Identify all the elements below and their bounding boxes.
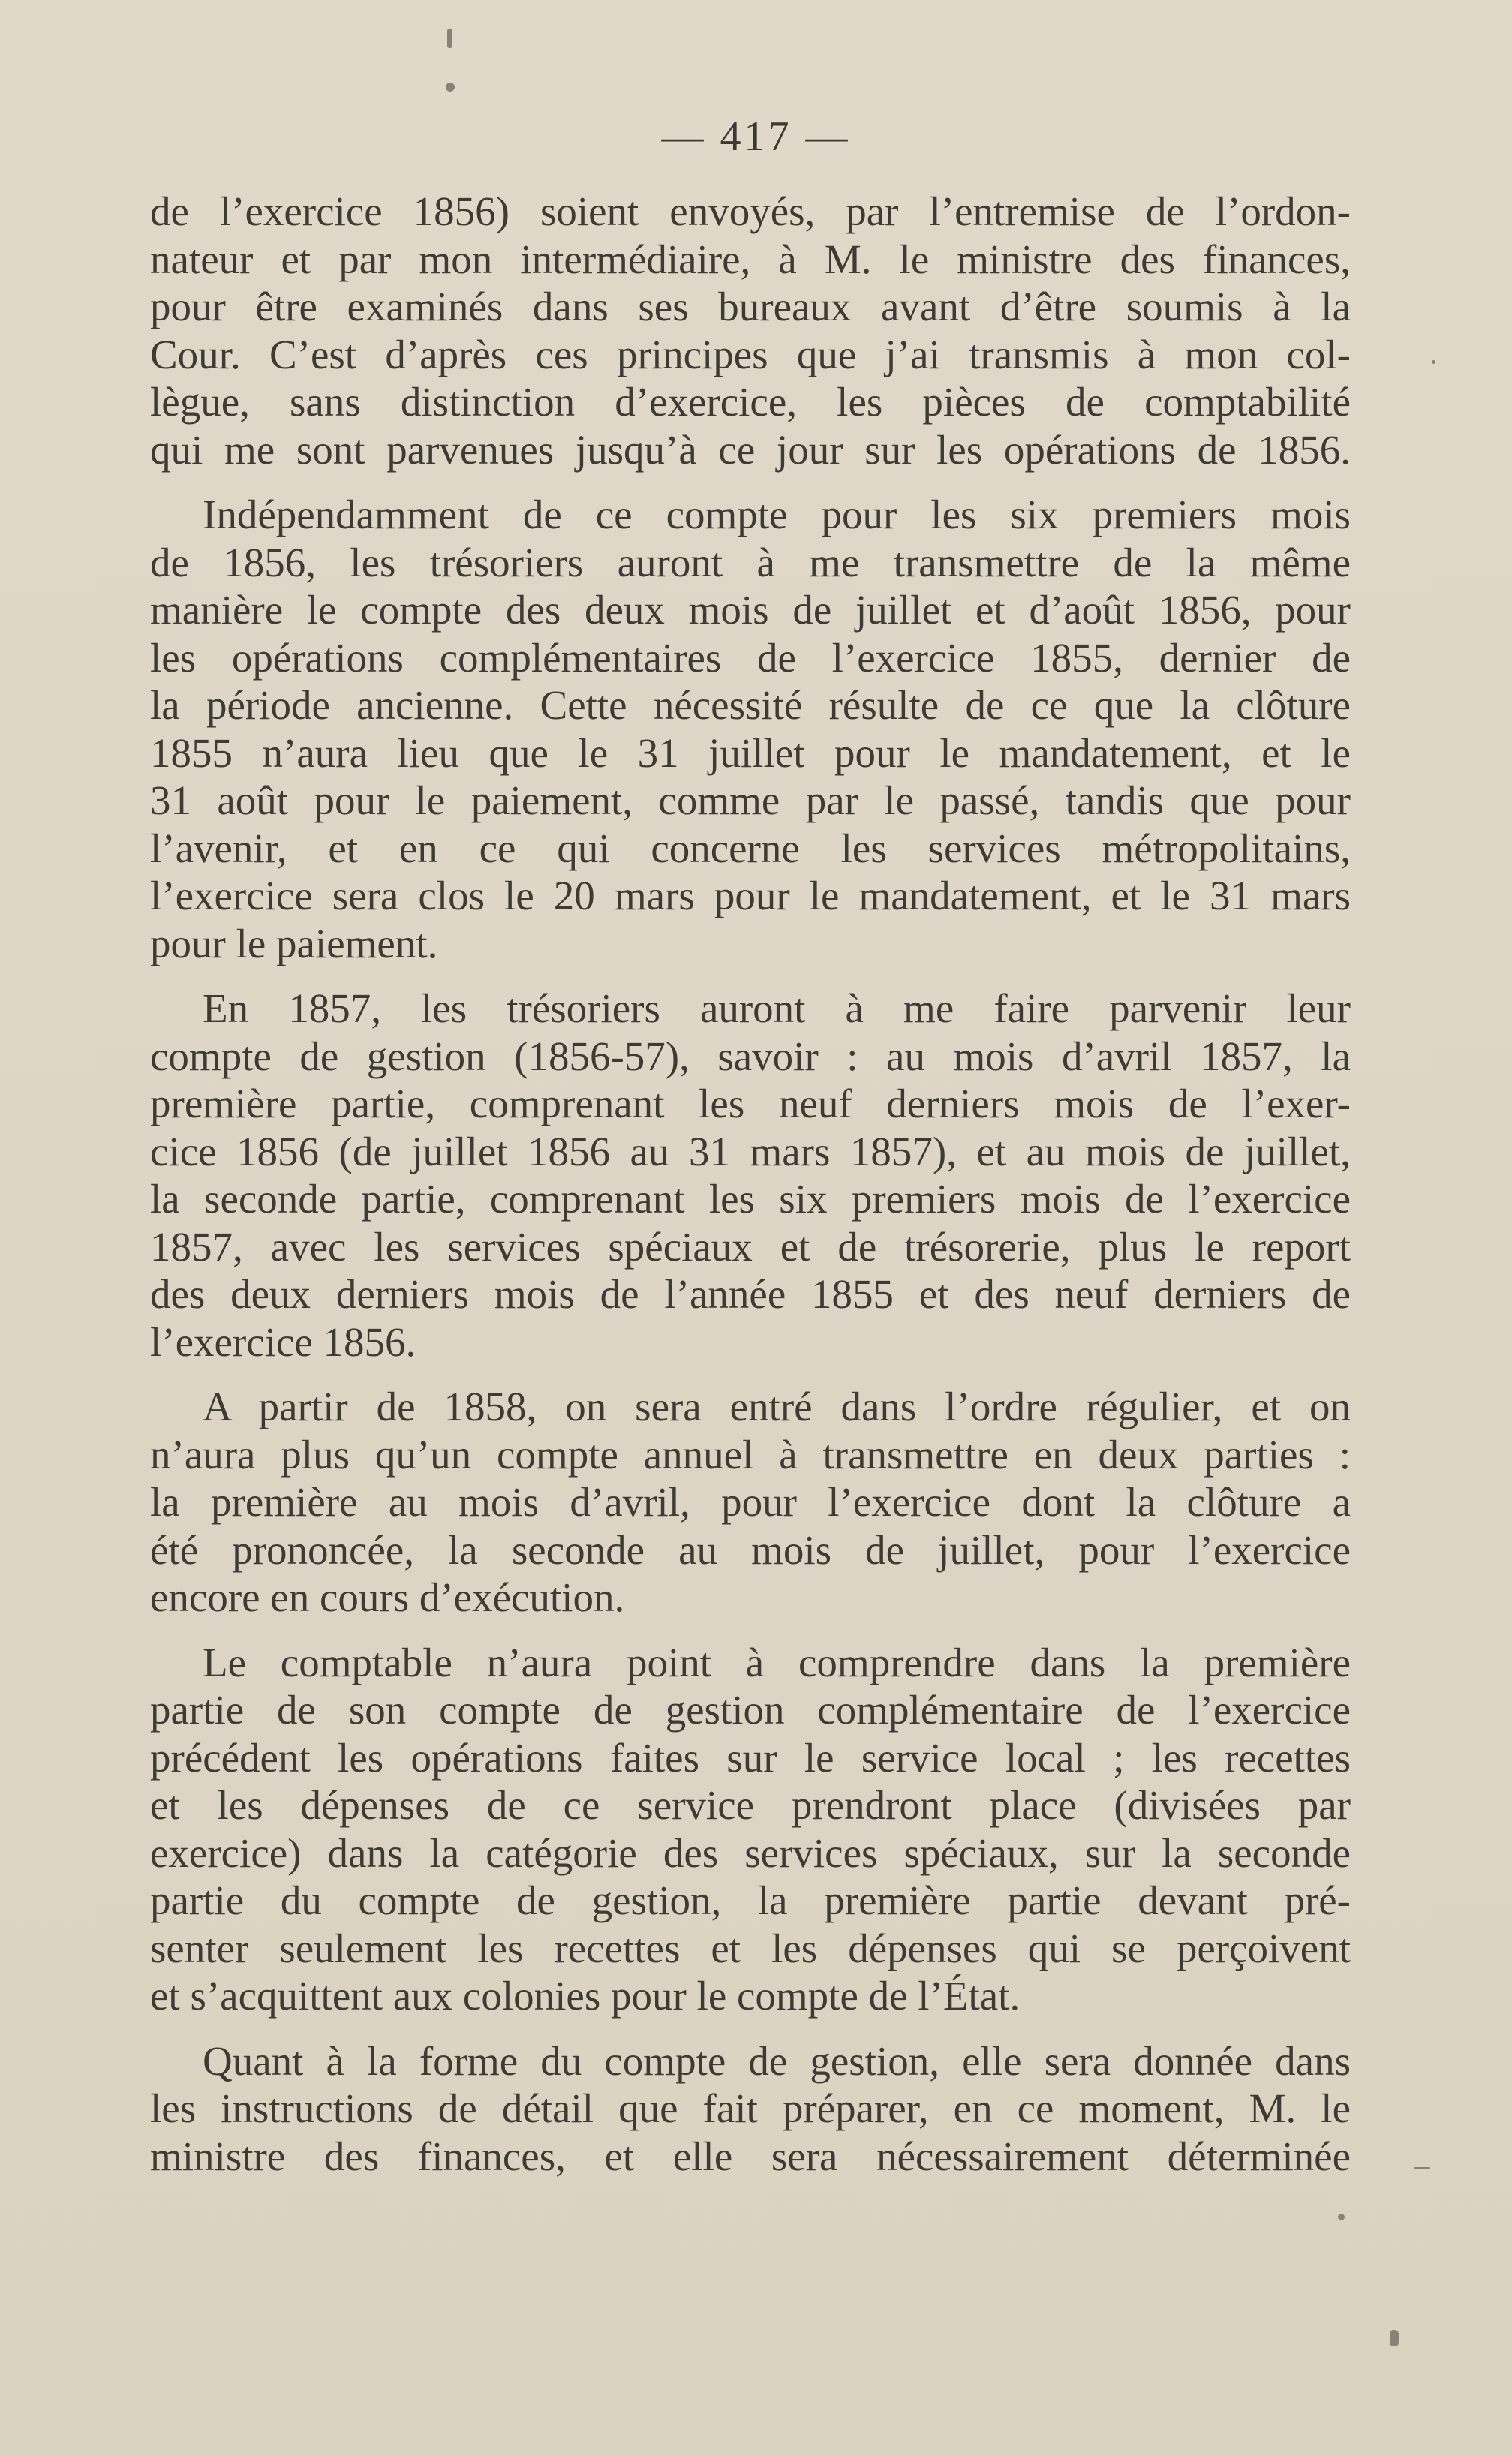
text-line: A partir de 1858, on sera entré dans l’ordre régulier, et on	[203, 1384, 1351, 1429]
text-line: des deux derniers mois de l’année 1855 et des neuf derniers de	[150, 1271, 1351, 1317]
text-line: la première au mois d’avril, pour l’exercice dont la clôture a	[150, 1479, 1351, 1525]
text-line: pour être examinés dans ses bureaux avant d’être soumis à la	[150, 284, 1351, 329]
text-line: l’avenir, et en ce qui concerne les services métropolitains,	[150, 825, 1351, 871]
text-line: et les dépenses de ce service prendront place (divisées par	[150, 1782, 1351, 1828]
text-line: 1857, avec les services spéciaux et de trésorerie, plus le report	[150, 1223, 1351, 1270]
paragraph-5	[150, 1639, 1351, 2020]
text-line: exercice) dans la catégorie des services spéciaux, sur la seconde	[150, 1829, 1351, 1876]
text-line: n’aura plus qu’un compte annuel à transmettre en deux parties :	[150, 1431, 1351, 1478]
body-text	[150, 188, 1351, 2197]
text-line: senter seulement les recettes et les dépenses qui se perçoivent	[150, 1925, 1351, 1971]
text-line: Indépendamment de ce compte pour les six premiers mois	[203, 492, 1351, 537]
scan-speck	[1338, 2214, 1345, 2220]
scan-speck	[1390, 2330, 1399, 2346]
text-line: pour le paiement.	[150, 920, 438, 966]
text-line: En 1857, les trésoriers auront à me faire parvenir leur	[203, 985, 1351, 1031]
text-line: les opérations complémentaires de l’exercice 1855, dernier de	[150, 634, 1351, 681]
page-number: — 417 —	[661, 113, 851, 160]
text-line: de 1856, les trésoriers auront à me transmettre de la même	[150, 539, 1351, 585]
text-line: ministre des finances, et elle sera nécessairement déterminée	[150, 2133, 1351, 2179]
text-line: précédent les opérations faites sur le service local ; les recettes	[150, 1734, 1351, 1781]
text-line: Cour. C’est d’après ces principes que j’ai transmis à mon col-	[150, 331, 1351, 377]
text-line: Le comptable n’aura point à comprendre dans la première	[203, 1639, 1351, 1685]
text-line: manière le compte des deux mois de juillet et d’août 1856, pour	[150, 587, 1351, 633]
paragraph-1	[150, 188, 1351, 473]
text-line: 31 août pour le paiement, comme par le passé, tandis que pour	[150, 777, 1351, 823]
text-line: 1855 n’aura lieu que le 31 juillet pour le mandatement, et le	[150, 729, 1351, 776]
text-line: été prononcée, la seconde au mois de juillet, pour l’exercice	[150, 1526, 1351, 1573]
text-line: les instructions de détail que fait préparer, en ce moment, M. le	[150, 2085, 1351, 2131]
text-line: la période ancienne. Cette nécessité résulte de ce que la clôture	[150, 682, 1351, 728]
text-line: de l’exercice 1856) soient envoyés, par l’entremise de l’ordon-	[150, 188, 1351, 234]
scan-speck	[1432, 360, 1435, 364]
text-line: Quant à la forme du compte de gestion, elle sera donnée dans	[203, 2037, 1351, 2084]
text-line: nateur et par mon intermédiaire, à M. le ministre des finances,	[150, 236, 1351, 282]
text-line: lègue, sans distinction d’exercice, les pièces de comptabilité	[150, 379, 1351, 425]
text-line: première partie, comprenant les neuf derniers mois de l’exer-	[150, 1081, 1351, 1126]
text-line: et s’acquittent aux colonies pour le compte de l’État.	[150, 1973, 1021, 2019]
paragraph-6	[150, 2037, 1351, 2181]
paragraph-2	[150, 491, 1351, 967]
paragraph-4	[150, 1383, 1351, 1622]
text-line: partie de son compte de gestion complémentaire de l’exercice	[150, 1687, 1351, 1733]
text-line: cice 1856 (de juillet 1856 au 31 mars 1857), et au mois de juillet,	[150, 1128, 1351, 1174]
scan-speck	[446, 83, 455, 92]
scan-speck	[447, 29, 452, 48]
text-line: la seconde partie, comprenant les six premiers mois de l’exercice	[150, 1176, 1351, 1222]
text-line: compte de gestion (1856-57), savoir : au mois d’avril 1857, la	[150, 1033, 1351, 1079]
text-line: l’exercice 1856.	[150, 1318, 416, 1365]
text-line: encore en cours d’exécution.	[150, 1574, 625, 1620]
text-line: l’exercice sera clos le 20 mars pour le mandatement, et le 31 mars	[150, 873, 1351, 918]
paragraph-3	[150, 985, 1351, 1366]
scan-speck	[1414, 2167, 1430, 2169]
text-line: partie du compte de gestion, la première partie devant pré-	[150, 1877, 1351, 1923]
text-line: qui me sont parvenues jusqu’à ce jour sur les opérations de 1856.	[150, 426, 1351, 473]
